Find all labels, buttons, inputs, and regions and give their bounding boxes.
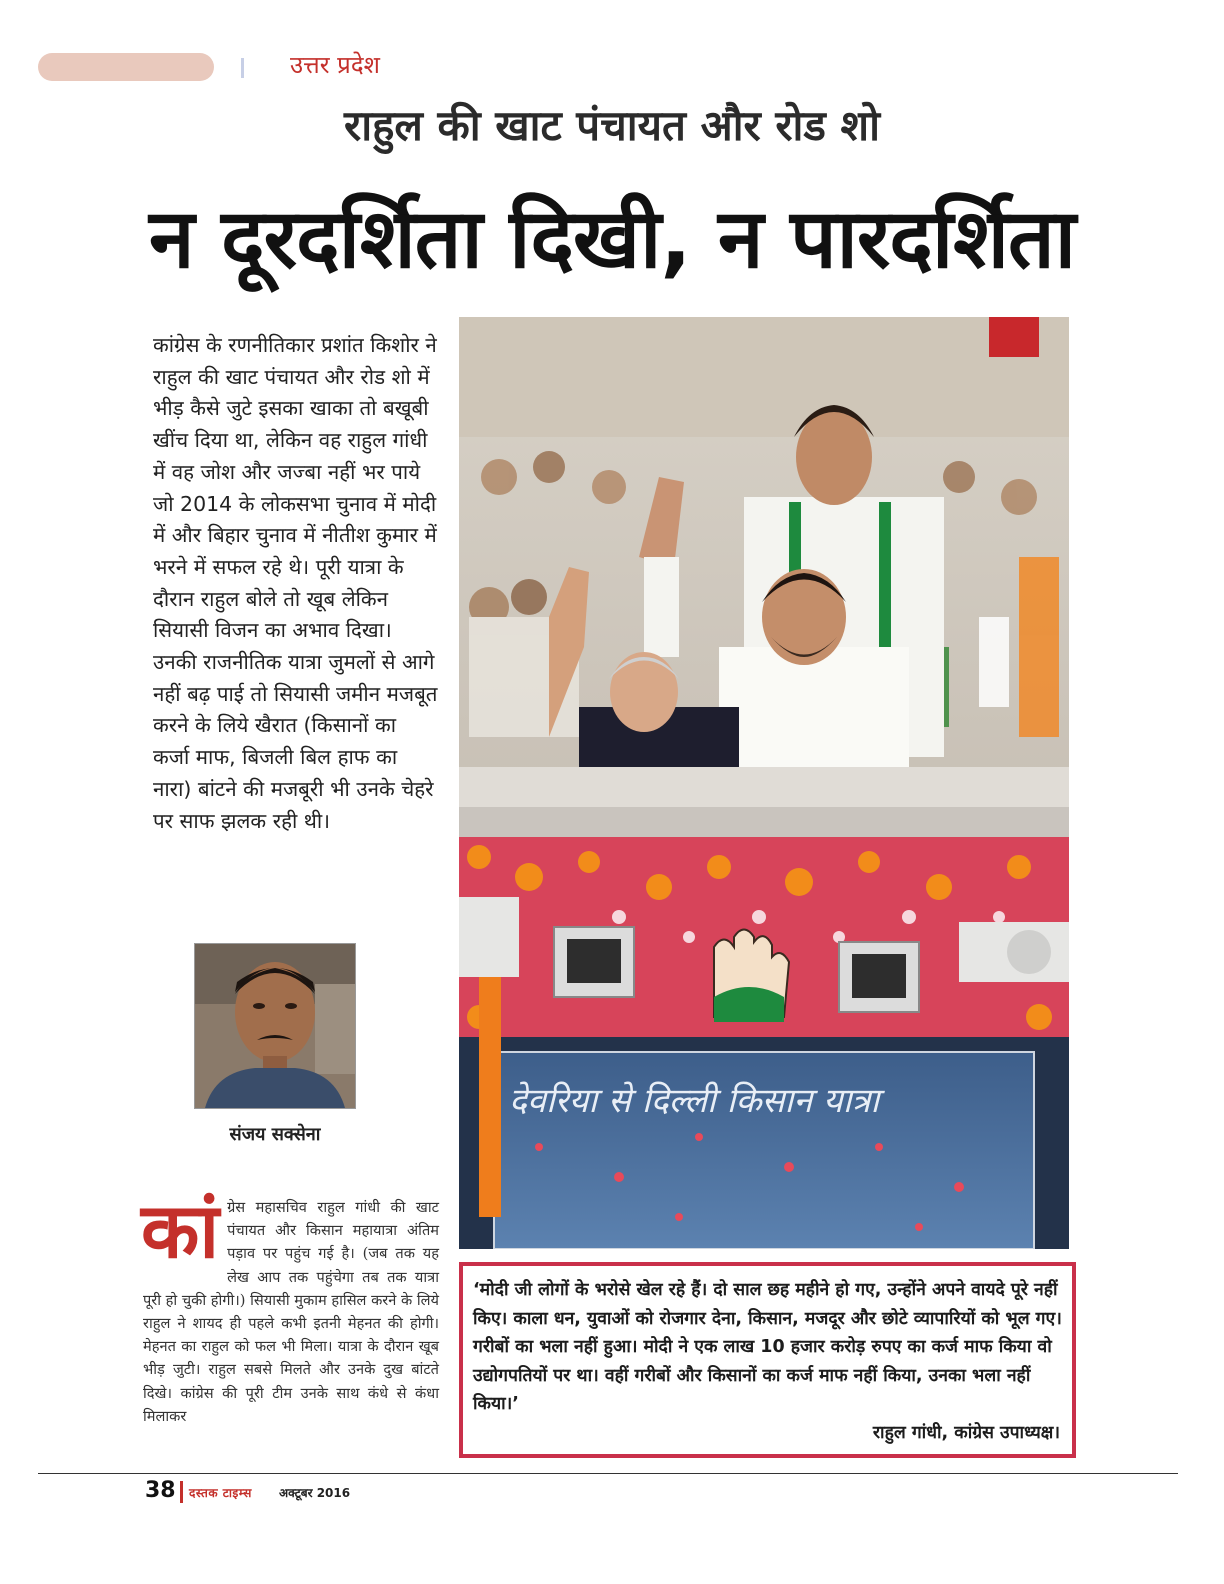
author-name: संजय सक्सेना <box>229 1124 321 1145</box>
author-photo <box>194 943 356 1109</box>
section-divider <box>241 58 244 78</box>
page-number: 38 <box>145 1478 176 1503</box>
article-headline: न दूरदर्शिता दिखी, न पारदर्शिता <box>149 192 1075 287</box>
article-intro: कांग्रेस के रणनीतिकार प्रशांत किशोर ने राहुल की खाट पंचायत और रोड शो में भीड़ कैसे जुटे इसका खाका तो बखूबी खींच दिया था, लेकिन वह राहुल गांधी में वह जोश और जज्बा नहीं भर पाये जो 2014 के लोकसभा चुनाव में मोदी में और बिहार चुनाव में नीतीश कुमार में भरने में सफल रहे थे। पूरी यात्रा के दौरान राहुल बोले तो खूब लेकिन सियासी विजन का अभाव दिखा। उनकी राजनीतिक यात्रा जुमलों से आगे नहीं बढ़ पाई तो सियासी जमीन मजबूत करने के लिये खैरात (किसानों का कर्जा माफ, बिजली बिल हाफ का नारा) बांटने की मजबूरी भी उनके चेहरे पर साफ झलक रही थी। <box>153 333 438 833</box>
footer-divider <box>180 1481 183 1503</box>
roadshow-illustration <box>459 317 1069 1249</box>
publication-name: दस्तक टाइम्स <box>189 1486 252 1500</box>
issue-date: अक्टूबर 2016 <box>279 1486 351 1500</box>
section-pill-decoration <box>38 53 214 81</box>
author-portrait-image <box>195 944 355 1108</box>
article-body-text: ग्रेस महासचिव राहुल गांधी की खाट पंचायत और किसान महायात्रा अंतिम पड़ाव पर पहुंच गई है। (जब तक यह लेख आप तक पहुंचेगा तब तक यात्रा पूरी हो चुकी होगी।) सियासी मुकाम हासिल करने के लिये राहुल ने शायद ही पहले कभी इतनी मेहनत की होगी। मेहनत का राहुल को फल भी मिला। यात्रा के दौरान खूब भीड़ जुटी। राहुल सबसे मिलते और उनके दुख बांटते दिखे। कांग्रेस की पूरी टीम उनके साथ कंधे से कंधा मिलाकर <box>143 1199 439 1425</box>
drop-cap: कां <box>141 1186 220 1275</box>
roadshow-photo <box>459 317 1069 1249</box>
vehicle-banner-text: देवरिया से दिल्ली किसान यात्रा <box>509 1081 880 1121</box>
article-body <box>141 1186 439 1428</box>
article-kicker: राहुल की खाट पंचायत और रोड शो <box>344 101 880 150</box>
quote-attribution: राहुल गांधी, कांग्रेस उपाध्यक्ष। <box>872 1423 1060 1443</box>
quote-box <box>459 1262 1076 1458</box>
section-label: उत्तर प्रदेश <box>290 51 380 79</box>
footer-rule <box>38 1473 1178 1474</box>
quote-text: ‘मोदी जी लोगों के भरोसे खेल रहे हैं। दो साल छह महीने हो गए, उन्होंने अपने वायदे पूरे नहीं किए। काला धन, युवाओं को रोजगार देना, किसान, मजदूर और छोटे व्यापारियों को भूल गए। गरीबों का भला नहीं हुआ। मोदी ने एक लाख 10 हजार करोड़ रुपए का कर्ज माफ किया वो उद्योगपतियों पर था। वहीं गरीबों और किसानों का कर्ज माफ नहीं किया, उनका भला नहीं किया।’ <box>473 1280 1062 1414</box>
